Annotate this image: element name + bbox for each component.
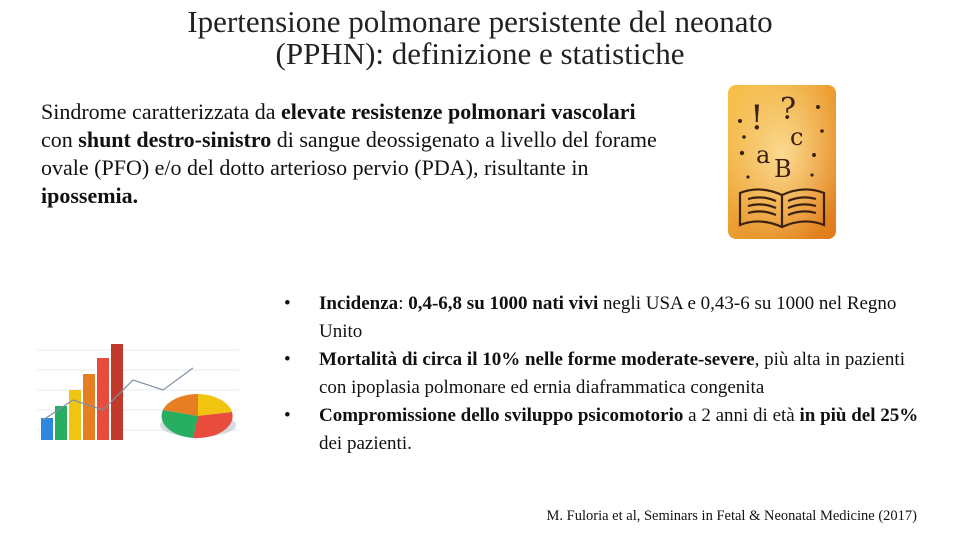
mortality-text: , più alta in pazienti con ipoplasia polmonare ed ernia diaframmatica congenita xyxy=(319,349,905,398)
statistics-bullet-list xyxy=(282,290,932,458)
letter-b-glyph: B xyxy=(774,155,792,183)
incidence-value: 0,4-6,8 su 1000 nati vivi xyxy=(408,293,599,314)
incidence-text: negli USA e 0,43-6 su 1000 nel Regno Unito xyxy=(319,293,897,342)
intro-text-3: di sangue deossigenato a livello del forame ovale (PFO) e/o del dotto arterioso pervio (PDA), risultante in xyxy=(41,127,657,180)
intro-text-2: con xyxy=(41,127,79,152)
slide-title xyxy=(0,6,960,70)
citation: M. Fuloria et al, Seminars in Fetal & Neonatal Medicine (2017) xyxy=(546,508,917,524)
letter-a-glyph: a xyxy=(756,141,771,169)
definition-paragraph xyxy=(41,98,661,210)
incidence-sep: : xyxy=(398,293,409,314)
development-bold: Compromissione dello sviluppo psicomotorio xyxy=(319,405,684,426)
intro-bold-1: elevate resistenze polmonari vascolari xyxy=(281,99,636,124)
bullet-development xyxy=(282,402,932,458)
title-line-2: (PPHN): definizione e statistiche xyxy=(275,36,685,71)
bullet-incidence xyxy=(282,290,932,346)
exclamation-glyph: ! xyxy=(750,98,764,138)
incidence-label: Incidenza xyxy=(319,293,399,314)
development-tail: dei pazienti. xyxy=(319,433,412,454)
intro-bold-2: shunt destro-sinistro xyxy=(78,127,272,152)
mortality-bold: Mortalità di circa il 10% nelle forme moderate-severe xyxy=(319,349,755,370)
bullet-mortality xyxy=(282,346,932,402)
development-value: in più del 25% xyxy=(799,405,919,426)
bar-chart-illustration xyxy=(33,330,243,445)
intro-bold-3: ipossemia. xyxy=(41,183,139,208)
letter-c-glyph: c xyxy=(790,123,804,151)
title-line-1: Ipertensione polmonare persistente del neonato xyxy=(187,4,773,39)
book-letters-illustration xyxy=(728,85,836,239)
intro-text-1: Sindrome caratterizzata da xyxy=(41,99,282,124)
development-text: a 2 anni di età xyxy=(683,405,800,426)
question-glyph: ? xyxy=(780,92,797,127)
